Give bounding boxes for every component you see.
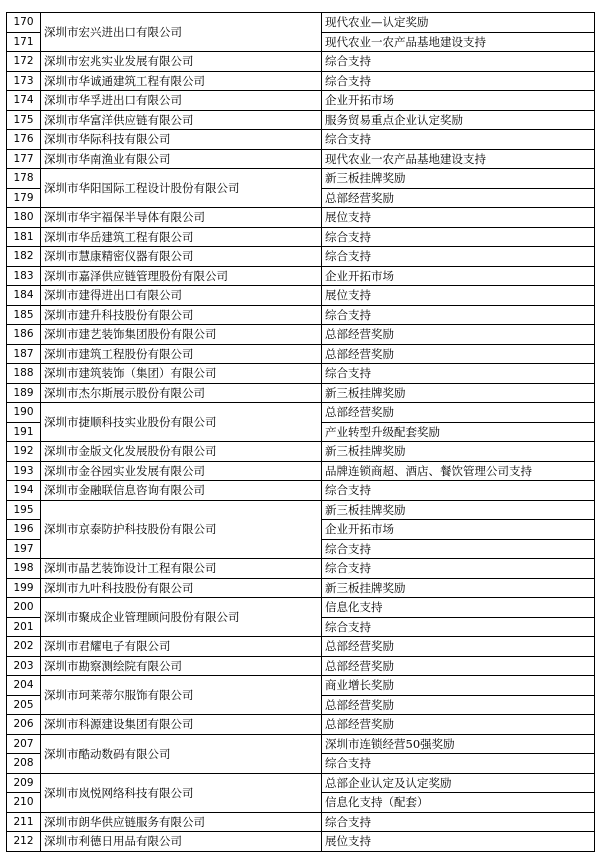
support-item-cell: 新三板挂牌奖励	[322, 169, 595, 189]
company-name-cell: 深圳市岚悦网络科技有限公司	[41, 773, 322, 812]
table-row	[7, 266, 595, 286]
support-item-cell: 现代农业—认定奖励	[322, 13, 595, 33]
table-row	[7, 13, 595, 33]
company-name-cell: 深圳市建筑工程股份有限公司	[41, 344, 322, 364]
row-number-cell: 204	[7, 676, 41, 696]
company-name-cell: 深圳市九叶科技股份有限公司	[41, 578, 322, 598]
support-item-cell: 总部经营奖励	[322, 715, 595, 735]
support-item-cell: 新三板挂牌奖励	[322, 578, 595, 598]
company-name-cell: 深圳市勘察测绘院有限公司	[41, 656, 322, 676]
row-number-cell: 179	[7, 188, 41, 208]
company-name-cell: 深圳市华宇福保半导体有限公司	[41, 208, 322, 228]
table-row	[7, 91, 595, 111]
row-number-cell: 190	[7, 403, 41, 423]
row-number-cell: 176	[7, 130, 41, 150]
company-name-cell: 深圳市华南渔业有限公司	[41, 149, 322, 169]
row-number-cell: 207	[7, 734, 41, 754]
support-item-cell: 综合支持	[322, 481, 595, 501]
support-item-cell: 深圳市连锁经营50强奖励	[322, 734, 595, 754]
support-item-cell: 综合支持	[322, 364, 595, 384]
table-row	[7, 578, 595, 598]
row-number-cell: 174	[7, 91, 41, 111]
company-name-cell: 深圳市金融联信息咨询有限公司	[41, 481, 322, 501]
table-row	[7, 110, 595, 130]
support-item-cell: 企业开拓市场	[322, 91, 595, 111]
table-row	[7, 773, 595, 793]
company-name-cell: 深圳市晶艺装饰设计工程有限公司	[41, 559, 322, 579]
row-number-cell: 182	[7, 247, 41, 267]
company-name-cell: 深圳市华诚通建筑工程有限公司	[41, 71, 322, 91]
row-number-cell: 193	[7, 461, 41, 481]
table-row	[7, 130, 595, 150]
row-number-cell: 194	[7, 481, 41, 501]
table-row	[7, 149, 595, 169]
support-item-cell: 品牌连锁商超、酒店、餐饮管理公司支持	[322, 461, 595, 481]
row-number-cell: 180	[7, 208, 41, 228]
row-number-cell: 187	[7, 344, 41, 364]
support-item-cell: 企业开拓市场	[322, 266, 595, 286]
support-item-cell: 综合支持	[322, 227, 595, 247]
row-number-cell: 178	[7, 169, 41, 189]
support-item-cell: 展位支持	[322, 832, 595, 852]
row-number-cell: 172	[7, 52, 41, 72]
table-row	[7, 286, 595, 306]
company-name-cell: 深圳市嘉泽供应链管理股份有限公司	[41, 266, 322, 286]
subsidy-table	[6, 12, 595, 852]
row-number-cell: 203	[7, 656, 41, 676]
table-row	[7, 325, 595, 345]
table-row	[7, 169, 595, 189]
row-number-cell: 170	[7, 13, 41, 33]
support-item-cell: 综合支持	[322, 754, 595, 774]
table-row	[7, 812, 595, 832]
support-item-cell: 现代农业一农产品基地建设支持	[322, 32, 595, 52]
table-row	[7, 559, 595, 579]
support-item-cell: 总部经营奖励	[322, 403, 595, 423]
row-number-cell: 200	[7, 598, 41, 618]
support-item-cell: 总部企业认定及认定奖励	[322, 773, 595, 793]
table-row	[7, 832, 595, 852]
table-row	[7, 305, 595, 325]
row-number-cell: 199	[7, 578, 41, 598]
table-row	[7, 442, 595, 462]
table-row	[7, 71, 595, 91]
support-item-cell: 总部经营奖励	[322, 637, 595, 657]
table-row	[7, 364, 595, 384]
row-number-cell: 211	[7, 812, 41, 832]
table-row	[7, 227, 595, 247]
table-row	[7, 715, 595, 735]
table-row	[7, 208, 595, 228]
company-name-cell: 深圳市建得进出口有限公司	[41, 286, 322, 306]
row-number-cell: 188	[7, 364, 41, 384]
support-item-cell: 总部经营奖励	[322, 344, 595, 364]
company-name-cell: 深圳市杰尔斯展示股份有限公司	[41, 383, 322, 403]
support-item-cell: 综合支持	[322, 617, 595, 637]
company-name-cell: 深圳市华富洋供应链有限公司	[41, 110, 322, 130]
company-name-cell: 深圳市宏兆实业发展有限公司	[41, 52, 322, 72]
table-row	[7, 52, 595, 72]
company-name-cell: 深圳市君耀电子有限公司	[41, 637, 322, 657]
company-name-cell: 深圳市聚成企业管理顾问股份有限公司	[41, 598, 322, 637]
table-row	[7, 247, 595, 267]
support-item-cell: 综合支持	[322, 52, 595, 72]
table-row	[7, 344, 595, 364]
table-row	[7, 500, 595, 520]
table-row	[7, 656, 595, 676]
row-number-cell: 177	[7, 149, 41, 169]
company-name-cell: 深圳市金谷园实业发展有限公司	[41, 461, 322, 481]
support-item-cell: 展位支持	[322, 208, 595, 228]
company-name-cell: 深圳市科源建设集团有限公司	[41, 715, 322, 735]
company-name-cell: 深圳市宏兴进出口有限公司	[41, 13, 322, 52]
table-row	[7, 461, 595, 481]
company-name-cell: 深圳市华际科技有限公司	[41, 130, 322, 150]
company-name-cell: 深圳市建升科技股份有限公司	[41, 305, 322, 325]
row-number-cell: 195	[7, 500, 41, 520]
row-number-cell: 189	[7, 383, 41, 403]
row-number-cell: 184	[7, 286, 41, 306]
row-number-cell: 191	[7, 422, 41, 442]
support-item-cell: 服务贸易重点企业认定奖励	[322, 110, 595, 130]
support-item-cell: 总部经营奖励	[322, 325, 595, 345]
support-item-cell: 新三板挂牌奖励	[322, 500, 595, 520]
row-number-cell: 185	[7, 305, 41, 325]
row-number-cell: 192	[7, 442, 41, 462]
company-name-cell: 深圳市珂莱蒂尔服饰有限公司	[41, 676, 322, 715]
row-number-cell: 205	[7, 695, 41, 715]
company-name-cell: 深圳市华孚进出口有限公司	[41, 91, 322, 111]
company-name-cell: 深圳市建艺装饰集团股份有限公司	[41, 325, 322, 345]
support-item-cell: 总部经营奖励	[322, 656, 595, 676]
row-number-cell: 208	[7, 754, 41, 774]
support-item-cell: 综合支持	[322, 812, 595, 832]
support-item-cell: 综合支持	[322, 247, 595, 267]
row-number-cell: 175	[7, 110, 41, 130]
support-item-cell: 新三板挂牌奖励	[322, 442, 595, 462]
support-item-cell: 企业开拓市场	[322, 520, 595, 540]
support-item-cell: 信息化支持	[322, 598, 595, 618]
row-number-cell: 196	[7, 520, 41, 540]
company-name-cell: 深圳市慧康精密仪器有限公司	[41, 247, 322, 267]
row-number-cell: 197	[7, 539, 41, 559]
row-number-cell: 202	[7, 637, 41, 657]
support-item-cell: 综合支持	[322, 305, 595, 325]
support-item-cell: 信息化支持（配套）	[322, 793, 595, 813]
company-name-cell: 深圳市朗华供应链服务有限公司	[41, 812, 322, 832]
company-name-cell: 深圳市酷动数码有限公司	[41, 734, 322, 773]
row-number-cell: 198	[7, 559, 41, 579]
row-number-cell: 173	[7, 71, 41, 91]
support-item-cell: 产业转型升级配套奖励	[322, 422, 595, 442]
table-row	[7, 676, 595, 696]
support-item-cell: 总部经营奖励	[322, 188, 595, 208]
company-name-cell: 深圳市捷顺科技实业股份有限公司	[41, 403, 322, 442]
table-row	[7, 637, 595, 657]
support-item-cell: 新三板挂牌奖励	[322, 383, 595, 403]
company-name-cell: 深圳市京泰防护科技股份有限公司	[41, 500, 322, 559]
table-row	[7, 734, 595, 754]
support-item-cell: 商业增长奖励	[322, 676, 595, 696]
table-row	[7, 481, 595, 501]
row-number-cell: 201	[7, 617, 41, 637]
table-row	[7, 383, 595, 403]
row-number-cell: 181	[7, 227, 41, 247]
support-item-cell: 展位支持	[322, 286, 595, 306]
support-item-cell: 综合支持	[322, 539, 595, 559]
row-number-cell: 171	[7, 32, 41, 52]
row-number-cell: 210	[7, 793, 41, 813]
table-body	[7, 13, 595, 852]
support-item-cell: 综合支持	[322, 130, 595, 150]
company-name-cell: 深圳市利德日用品有限公司	[41, 832, 322, 852]
support-item-cell: 综合支持	[322, 71, 595, 91]
company-name-cell: 深圳市华岳建筑工程有限公司	[41, 227, 322, 247]
company-name-cell: 深圳市金版文化发展股份有限公司	[41, 442, 322, 462]
row-number-cell: 183	[7, 266, 41, 286]
row-number-cell: 209	[7, 773, 41, 793]
row-number-cell: 186	[7, 325, 41, 345]
support-item-cell: 现代农业一农产品基地建设支持	[322, 149, 595, 169]
company-name-cell: 深圳市华阳国际工程设计股份有限公司	[41, 169, 322, 208]
row-number-cell: 206	[7, 715, 41, 735]
table-row	[7, 598, 595, 618]
support-item-cell: 总部经营奖励	[322, 695, 595, 715]
support-item-cell: 综合支持	[322, 559, 595, 579]
company-name-cell: 深圳市建筑装饰（集团）有限公司	[41, 364, 322, 384]
table-row	[7, 403, 595, 423]
row-number-cell: 212	[7, 832, 41, 852]
